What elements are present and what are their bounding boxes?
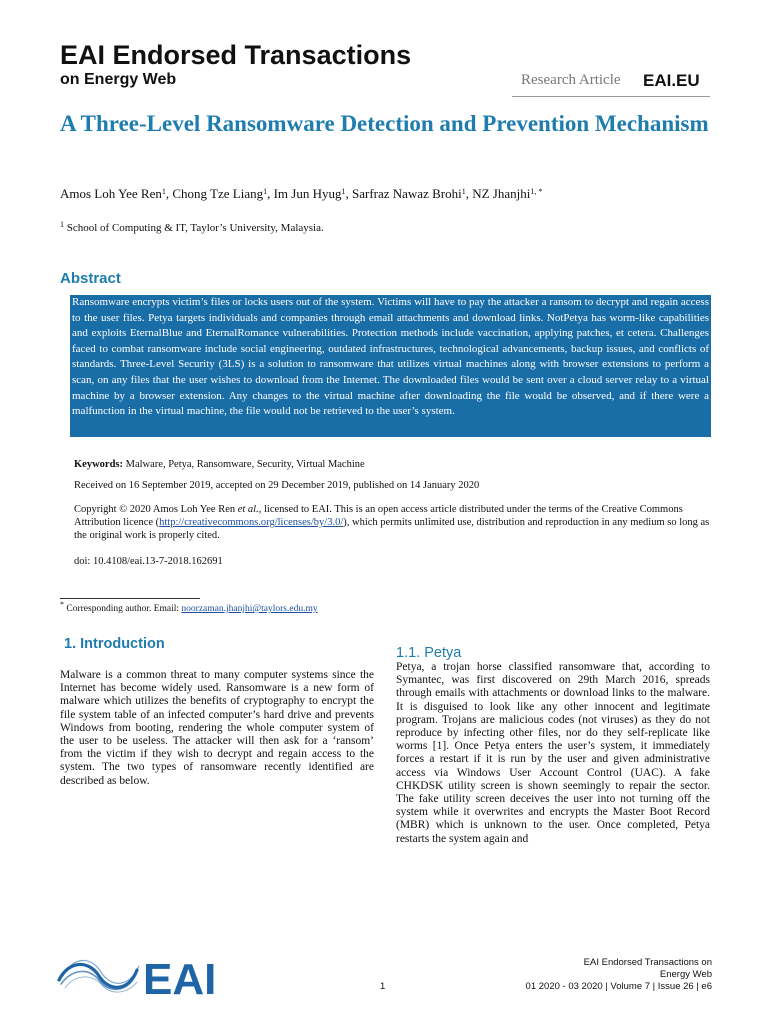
- copyright-etal: et al.: [237, 504, 259, 515]
- footnote-divider: [60, 598, 200, 599]
- abstract-text: Ransomware encrypts victim’s files or locks users out of the system. Victims will have to pay the attacker a ransom to decrypt and regain access to the user files. Petya targets individuals and companies through email attachments and download links. NotPetya has worm-like capabilities and exploits EternalBlue and EternalRomance vulnerabilities. Protection methods include vaccination, applying patches, et cetera. Challenges faced to combat ransomware include social engineering, outdated infrastructures, technological advancements, backup issues, and conflicts of standards. Three-Level Security (3LS) is a solution to ransomware that utilizes virtual machines along with browser extensions to perform a scan, on any files that the user wishes to download from the Internet. The downloaded files would be sent over a cloud server relay to a virtual machine by a browser extension. Any changes to the virtual machine after downloading the file would be observed, and if there were a malfunction in the virtual machine, the file would not be retrieved to the user’s system.: [70, 295, 711, 437]
- footer-journal-line: EAI Endorsed Transactions on: [583, 957, 712, 968]
- affiliation-marker: 1: [60, 220, 64, 229]
- keywords-label: Keywords:: [74, 459, 123, 470]
- eai-logo-text: EAI: [143, 955, 217, 998]
- doi: doi: 10.4108/eai.13-7-2018.162691: [74, 556, 223, 567]
- copyright-pre: Copyright © 2020 Amos Loh Yee Ren: [74, 504, 238, 515]
- footnote-label: Corresponding author. Email:: [66, 604, 182, 614]
- corresponding-email-link[interactable]: noorzaman.jhanjhi@taylors.edu.my: [181, 604, 318, 614]
- author-name: NZ Jhanjhi: [472, 186, 531, 201]
- author-affiliation-marker: 1: [461, 187, 466, 196]
- affiliation: [60, 222, 324, 234]
- copyright-notice: [74, 503, 714, 542]
- author-affiliation-marker: 1, *: [530, 187, 543, 196]
- section-heading-petya: 1.1. Petya: [396, 645, 462, 661]
- keywords: [74, 458, 365, 471]
- introduction-text: Malware is a common threat to many computer systems since the Internet has become widely used. Ransomware is a new form of malware which utilizes the benefits of cryptography to encrypt the file system table of an infected computer’s hard drive and prevents Windows from booting, rendering the whole computer system of the user to be useless. The attacker will then ask for a ‘ransom’ from the victim if they wish to decrypt and regain access to the system. The two types of ransomware recently identified are described as below.: [60, 669, 374, 787]
- copyright-post: ), which permits unlimited use, distribution and reproduction in any medium so long as the original work is properly cited.: [74, 517, 710, 541]
- author-affiliation-marker: 1: [341, 187, 346, 196]
- affiliation-text: School of Computing & IT, Taylor’s University, Malaysia.: [66, 222, 324, 234]
- author-name: Amos Loh Yee Ren: [60, 186, 162, 201]
- abstract-heading: Abstract: [60, 270, 121, 287]
- license-link[interactable]: http://creativecommons.org/licenses/by/3.0/: [159, 517, 344, 528]
- section-heading-introduction: 1. Introduction: [64, 636, 165, 652]
- keywords-text: Malware, Petya, Ransomware, Security, Virtual Machine: [125, 459, 365, 470]
- received-dates: Received on 16 September 2019, accepted on 29 December 2019, published on 14 January 2020: [74, 480, 480, 491]
- footer-journal-subline: Energy Web: [659, 969, 712, 980]
- infinity-swoosh-icon: [59, 960, 139, 992]
- author-list: Amos Loh Yee Ren$^1$, Chong Tze Liang$^1$, Im Jun Hyug$^1$, Sarfraz Nawaz Brohi$^1$, NZ Jhanjhi$^{1, *}$: [60, 186, 543, 201]
- footer-volume-info: 01 2020 - 03 2020 | Volume 7 | Issue 26 | e6: [525, 981, 712, 992]
- header-divider: [512, 96, 710, 97]
- article-type: Research Article: [521, 72, 621, 88]
- page-number: 1: [380, 981, 386, 992]
- author-affiliation-marker: 1: [263, 187, 268, 196]
- footnote: [60, 600, 318, 614]
- author-name: Chong Tze Liang: [172, 186, 264, 201]
- author-affiliation-marker: 1: [161, 187, 166, 196]
- author-name: Im Jun Hyug: [273, 186, 342, 201]
- paper-title: A Three-Level Ransomware Detection and Prevention Mechanism: [60, 111, 709, 136]
- brand-link[interactable]: EAI.EU: [643, 71, 700, 90]
- journal-subtitle: on Energy Web: [60, 71, 177, 88]
- author-name: Sarfraz Nawaz Brohi: [351, 186, 462, 201]
- footnote-marker: *: [60, 600, 64, 609]
- copyright-mid: , licensed to EAI. This is an open access article distributed under the terms of the Creative Commons Attribution licence (: [74, 504, 683, 528]
- petya-text: Petya, a trojan horse classified ransomware that, according to Symantec, was first discovered on 29th March 2016, spreads through emails with attachments or download links to the malware. It is disguised to look like any other innocent and legitimate program. Trojans are malicious codes (not viruses) as they do not reproduce by infecting other files, nor do they self-replicate like worms [1]. Once Petya enters the user’s system, it immediately forces a restart if it is run by the user and given administrative access via Windows User Account Control (UAC). A fake CHKDSK utility screen is shown seemingly to repair the sector. The fake utility screen deceives the user into not turning off the system while it overwrites and encrypts the Master Boot Record (MBR) which is unknown to the user. Once completed, Petya restarts the system again and: [396, 661, 710, 845]
- eai-logo: [55, 950, 225, 998]
- journal-title: EAI Endorsed Transactions: [60, 40, 412, 70]
